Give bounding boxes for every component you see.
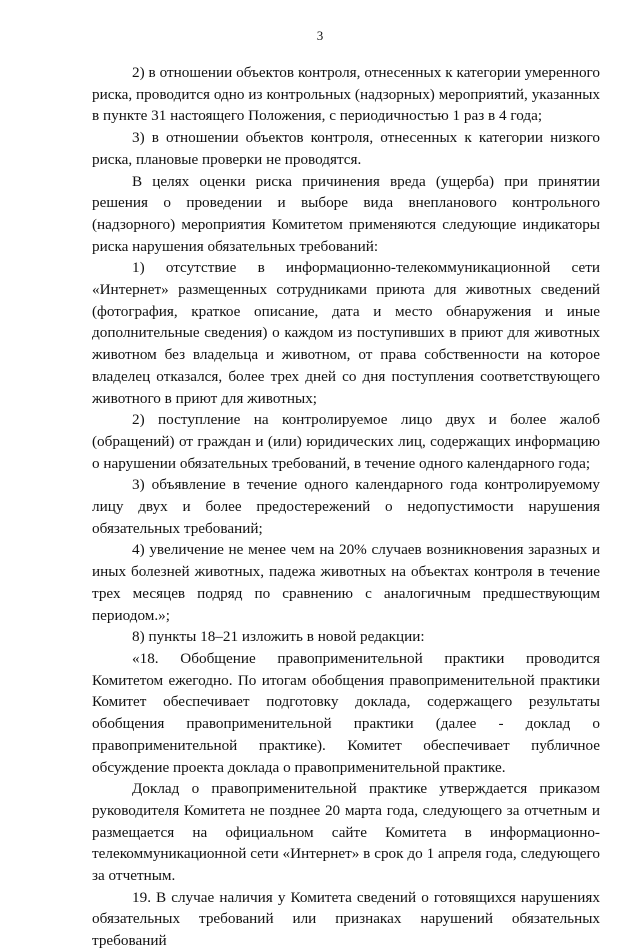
- paragraph-indicator-1: 1) отсутствие в информационно-телекоммуникационной сети «Интернет» размещенных сотрудниками приюта для животных сведений (фотография, краткое описание, дата и место обнаружения и иные дополнительные сведения) о каждом из поступивших в приют для животных животном без владельца и животном, от права собственности на которое владелец отказался, более трех дней со дня поступления соответствующего животного в приют для животных;: [92, 259, 600, 407]
- paragraph-low-risk: 3) в отношении объектов контроля, отнесенных к категории низкого риска, плановые проверки не проводятся.: [92, 129, 600, 168]
- paragraph-indicator-2: 2) поступление на контролируемое лицо двух и более жалоб (обращений) от граждан и (или) юридических лиц, содержащих информацию о нарушении обязательных требований, в течение одного календарного года;: [92, 411, 600, 472]
- paragraph-clause-18: «18. Обобщение правоприменительной практики проводится Комитетом ежегодно. По итогам обобщения правоприменительной практики Комитет обеспечивает подготовку доклада, содержащего результаты обобщения правоприменительной практики (далее - доклад о правоприменительной практике). Комитет обеспечивает публичное обсуждение проекта доклада о правоприменительной практике.: [92, 649, 600, 776]
- paragraph-risk-indicators-intro: В целях оценки риска причинения вреда (ущерба) при принятии решения о проведении и выборе вида внепланового контрольного (надзорного) мероприятия Комитетом применяются следующие индикаторы риска нарушения обязательных требований:: [92, 172, 600, 255]
- paragraph-clause-19: 19. В случае наличия у Комитета сведений о готовящихся нарушениях обязательных требований или признаках нарушений обязательных требований: [92, 888, 600, 950]
- document-body: [92, 62, 600, 952]
- paragraph-report-approval: Доклад о правоприменительной практике утверждается приказом руководителя Комитета не позднее 20 марта года, следующего за отчетным и размещается на официальном сайте Комитета в информационно-телекоммуникационной сети «Интернет» в срок до 1 апреля года, следующего за отчетным.: [92, 780, 600, 885]
- page-number: 3: [316, 28, 324, 43]
- paragraph-indicator-3: 3) объявление в течение одного календарного года контролируемому лицу двух и более предостережений о недопустимости нарушения обязательных требований;: [92, 476, 600, 537]
- paragraph-amendment-8: 8) пункты 18–21 изложить в новой редакции:: [132, 628, 425, 646]
- paragraph-moderate-risk: 2) в отношении объектов контроля, отнесенных к категории умеренного риска, проводится одно из контрольных (надзорных) мероприятий, указанных в пункте 31 настоящего Положения, с периодичностью 1 раз в 4 года;: [92, 64, 600, 125]
- paragraph-indicator-4: 4) увеличение не менее чем на 20% случаев возникновения заразных и иных болезней животных, падежа животных на объектах контроля в течение трех месяцев подряд по сравнению с аналогичным предшествующим периодом.»;: [92, 541, 600, 624]
